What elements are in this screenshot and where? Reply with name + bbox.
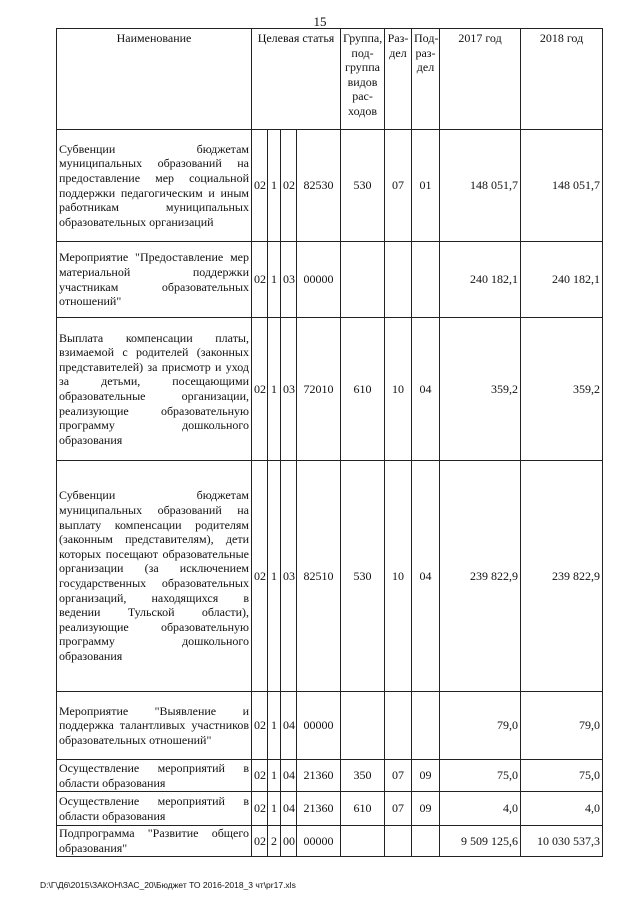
value-2017: 148 051,7: [440, 130, 521, 242]
header-2017: 2017 год: [440, 29, 521, 130]
group-code: [341, 826, 385, 857]
section-code: 07: [385, 760, 412, 792]
target-code-2: 1: [268, 242, 281, 318]
value-2017: 359,2: [440, 318, 521, 461]
value-2017: 239 822,9: [440, 461, 521, 692]
row-name: Выплата компенсации платы, взимаемой с родителей (законных представителей) за присмотр и уход за детьми, посещающими образовательные организации, реализующие образовательную программу дошкольного образования: [57, 318, 252, 461]
header-target-article: Целевая статья: [252, 29, 341, 130]
section-code: 07: [385, 130, 412, 242]
value-2018: 75,0: [521, 760, 603, 792]
row-name: Мероприятие "Предоставление мер материальной поддержки участникам образовательных отношений": [57, 242, 252, 318]
subsection-code: 09: [412, 792, 440, 826]
section-code: [385, 826, 412, 857]
target-code-2: 1: [268, 760, 281, 792]
target-code-1: 02: [252, 461, 268, 692]
group-code: [341, 692, 385, 760]
group-code: [341, 242, 385, 318]
subsection-code: 01: [412, 130, 440, 242]
value-2018: 79,0: [521, 692, 603, 760]
section-code: 10: [385, 461, 412, 692]
target-code-2: 2: [268, 826, 281, 857]
target-code-2: 1: [268, 130, 281, 242]
table-row: [57, 692, 603, 760]
table-row: [57, 242, 603, 318]
target-code-4: 00000: [297, 242, 341, 318]
subsection-code: [412, 826, 440, 857]
target-code-1: 02: [252, 242, 268, 318]
target-code-3: 04: [281, 760, 297, 792]
target-code-3: 02: [281, 130, 297, 242]
value-2018: 148 051,7: [521, 130, 603, 242]
target-code-1: 02: [252, 318, 268, 461]
target-code-1: 02: [252, 130, 268, 242]
target-code-3: 03: [281, 461, 297, 692]
row-name: Подпрограмма "Развитие общего образования": [57, 826, 252, 857]
subsection-code: 04: [412, 318, 440, 461]
target-code-4: 72010: [297, 318, 341, 461]
target-code-2: 1: [268, 792, 281, 826]
target-code-3: 03: [281, 242, 297, 318]
target-code-2: 1: [268, 692, 281, 760]
subsection-code: [412, 242, 440, 318]
target-code-1: 02: [252, 760, 268, 792]
value-2018: 4,0: [521, 792, 603, 826]
footer-file-path: D:\Г\Д6\2015\ЗАКОН\ЗАС_20\Бюджет ТО 2016-2018_3 чт\pr17.xls: [40, 880, 296, 890]
section-code: 07: [385, 792, 412, 826]
target-code-2: 1: [268, 461, 281, 692]
value-2018: 239 822,9: [521, 461, 603, 692]
target-code-4: 21360: [297, 760, 341, 792]
header-2018: 2018 год: [521, 29, 603, 130]
subsection-code: 04: [412, 461, 440, 692]
value-2018: 359,2: [521, 318, 603, 461]
row-name: Осуществление мероприятий в области образования: [57, 760, 252, 792]
subsection-code: [412, 692, 440, 760]
target-code-1: 02: [252, 792, 268, 826]
value-2017: 79,0: [440, 692, 521, 760]
target-code-3: 00: [281, 826, 297, 857]
table-row: [57, 318, 603, 461]
target-code-1: 02: [252, 826, 268, 857]
target-code-4: 00000: [297, 826, 341, 857]
table-row: [57, 760, 603, 792]
target-code-3: 03: [281, 318, 297, 461]
header-section: Раз- дел: [385, 29, 412, 130]
group-code: 530: [341, 130, 385, 242]
header-row: [57, 29, 603, 130]
group-code: 530: [341, 461, 385, 692]
section-code: [385, 242, 412, 318]
group-code: 610: [341, 792, 385, 826]
value-2017: 9 509 125,6: [440, 826, 521, 857]
row-name: Мероприятие "Выявление и поддержка талантливых участников образовательных отношений": [57, 692, 252, 760]
header-subsection: Под- раз- дел: [412, 29, 440, 130]
table-row: [57, 130, 603, 242]
budget-table: [56, 28, 603, 857]
target-code-1: 02: [252, 692, 268, 760]
target-code-2: 1: [268, 318, 281, 461]
page-number: 15: [313, 14, 327, 29]
target-code-3: 04: [281, 792, 297, 826]
group-code: 350: [341, 760, 385, 792]
target-code-4: 00000: [297, 692, 341, 760]
target-code-3: 04: [281, 692, 297, 760]
table-row: [57, 792, 603, 826]
row-name: Осуществление мероприятий в области образования: [57, 792, 252, 826]
target-code-4: 82510: [297, 461, 341, 692]
section-code: 10: [385, 318, 412, 461]
header-group: Группа, под- группа видов рас- ходов: [341, 29, 385, 130]
group-code: 610: [341, 318, 385, 461]
value-2017: 75,0: [440, 760, 521, 792]
table-row: [57, 461, 603, 692]
target-code-4: 21360: [297, 792, 341, 826]
row-name: Субвенции бюджетам муниципальных образований на предоставление мер социальной поддержки педагогическим и иным работникам муниципальных образовательных организаций: [57, 130, 252, 242]
section-code: [385, 692, 412, 760]
subsection-code: 09: [412, 760, 440, 792]
target-code-4: 82530: [297, 130, 341, 242]
value-2017: 4,0: [440, 792, 521, 826]
header-name: Наименование: [57, 29, 252, 130]
row-name: Субвенции бюджетам муниципальных образований на выплату компенсации родителям (законным представителям), дети которых посещают образовательные организации (за исключением государственных образовательных организаций, находящихся в ведении Тульской области), реализующие образовательную программу дошкольного образования: [57, 461, 252, 692]
value-2018: 240 182,1: [521, 242, 603, 318]
table-row: [57, 826, 603, 857]
value-2018: 10 030 537,3: [521, 826, 603, 857]
value-2017: 240 182,1: [440, 242, 521, 318]
